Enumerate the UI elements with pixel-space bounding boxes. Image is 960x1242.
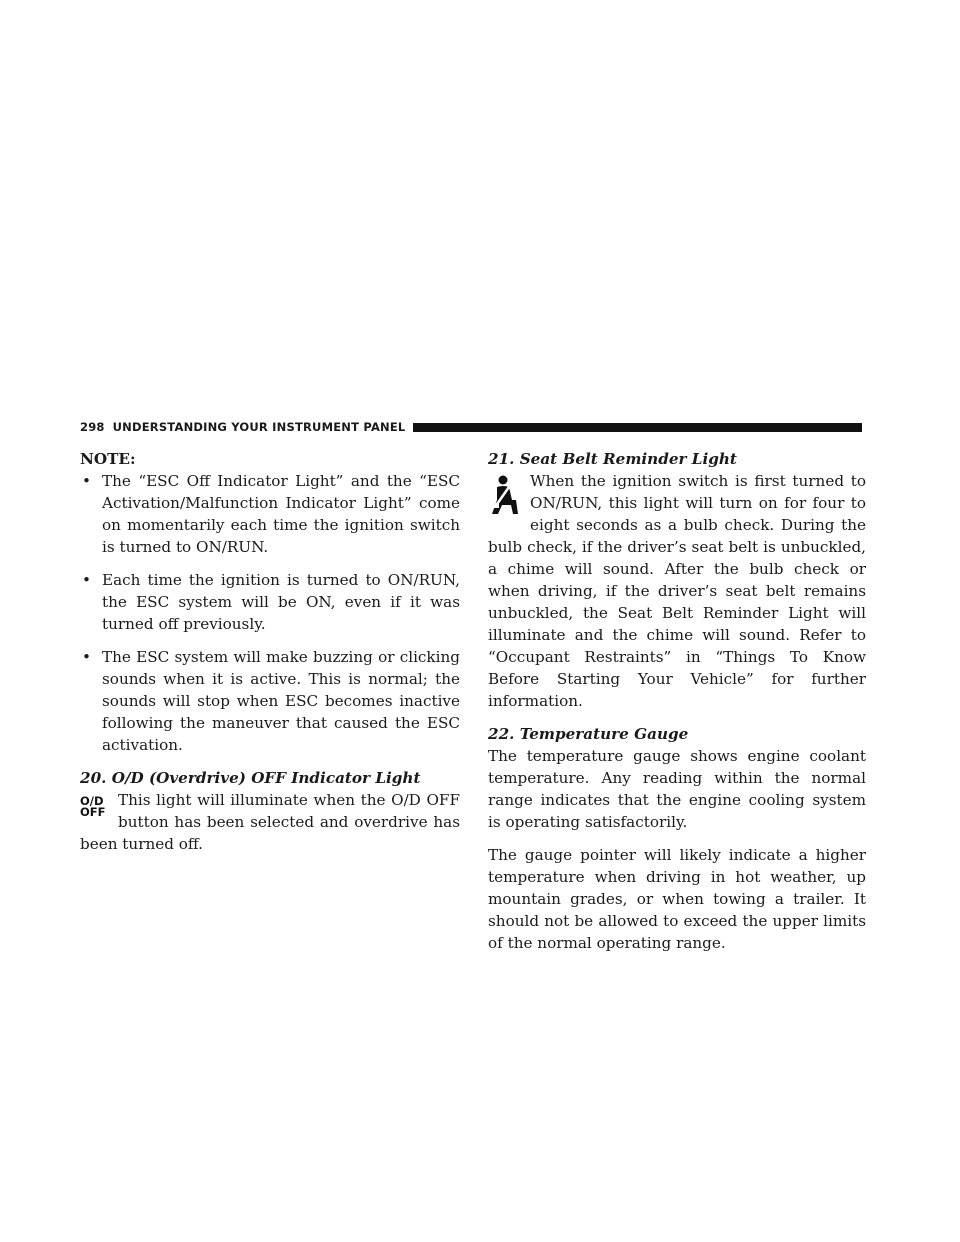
item-22-heading: 22. Temperature Gauge <box>488 725 689 743</box>
left-column <box>80 448 460 866</box>
item-21-body <box>488 470 866 712</box>
item-20-body <box>80 789 460 855</box>
section-title: UNDERSTANDING YOUR INSTRUMENT PANEL <box>112 420 406 434</box>
seat-belt-icon <box>488 474 522 518</box>
item-22-paragraph-2: The gauge pointer will likely indicate a higher temperature when driving in hot weather, up mountain grades, or when towing a trailer. It should not be allowed to exceed the upper limits of the normal operating range. <box>488 846 866 952</box>
page-header <box>80 418 862 436</box>
bullet-icon: • <box>82 472 91 490</box>
list-item: • The “ESC Off Indicator Light” and the “ESC Activation/Malfunction Indicator Light” come on momentarily each time the ignition switch is turned to ON/RUN. <box>82 472 460 556</box>
item-22-paragraph-1: The temperature gauge shows engine coolant temperature. Any reading within the normal range indicates that the engine cooling system is operating satisfactorily. <box>488 747 866 831</box>
bullet-icon: • <box>82 571 91 589</box>
list-item: • Each time the ignition is turned to ON/RUN, the ESC system will be ON, even if it was turned off previously. <box>82 571 460 633</box>
header-rule <box>413 423 862 432</box>
note-bullet-list <box>80 470 460 756</box>
overdrive-off-icon: O/D OFF <box>80 794 106 819</box>
item-21-text: When the ignition switch is first turned to ON/RUN, this light will turn on for four to eight seconds as a bulb check. During the bulb check, if the driver’s seat belt is unbuckled, a chime will sound. After the bulb check or when driving, if the driver’s seat belt remains unbuckled, the Seat Belt Reminder Light will illuminate and the chime will sound. Refer to “Occupant Restraints” in “Things To Know Before Starting Your Vehicle” for further information. <box>488 472 866 710</box>
item-20-heading: 20. O/D (Overdrive) OFF Indicator Light <box>80 769 421 787</box>
page-number: 298 <box>80 420 105 434</box>
right-column <box>488 448 866 965</box>
list-item: • The ESC system will make buzzing or clicking sounds when it is active. This is normal; the sounds will stop when ESC becomes inactive following the maneuver that caused the ESC activation. <box>82 648 460 754</box>
item-20-text: This light will illuminate when the O/D OFF button has been selected and overdrive has been turned off. <box>80 791 460 853</box>
bullet-icon: • <box>82 648 91 666</box>
note-label: NOTE: <box>80 450 136 468</box>
item-21-heading: 21. Seat Belt Reminder Light <box>488 450 737 468</box>
